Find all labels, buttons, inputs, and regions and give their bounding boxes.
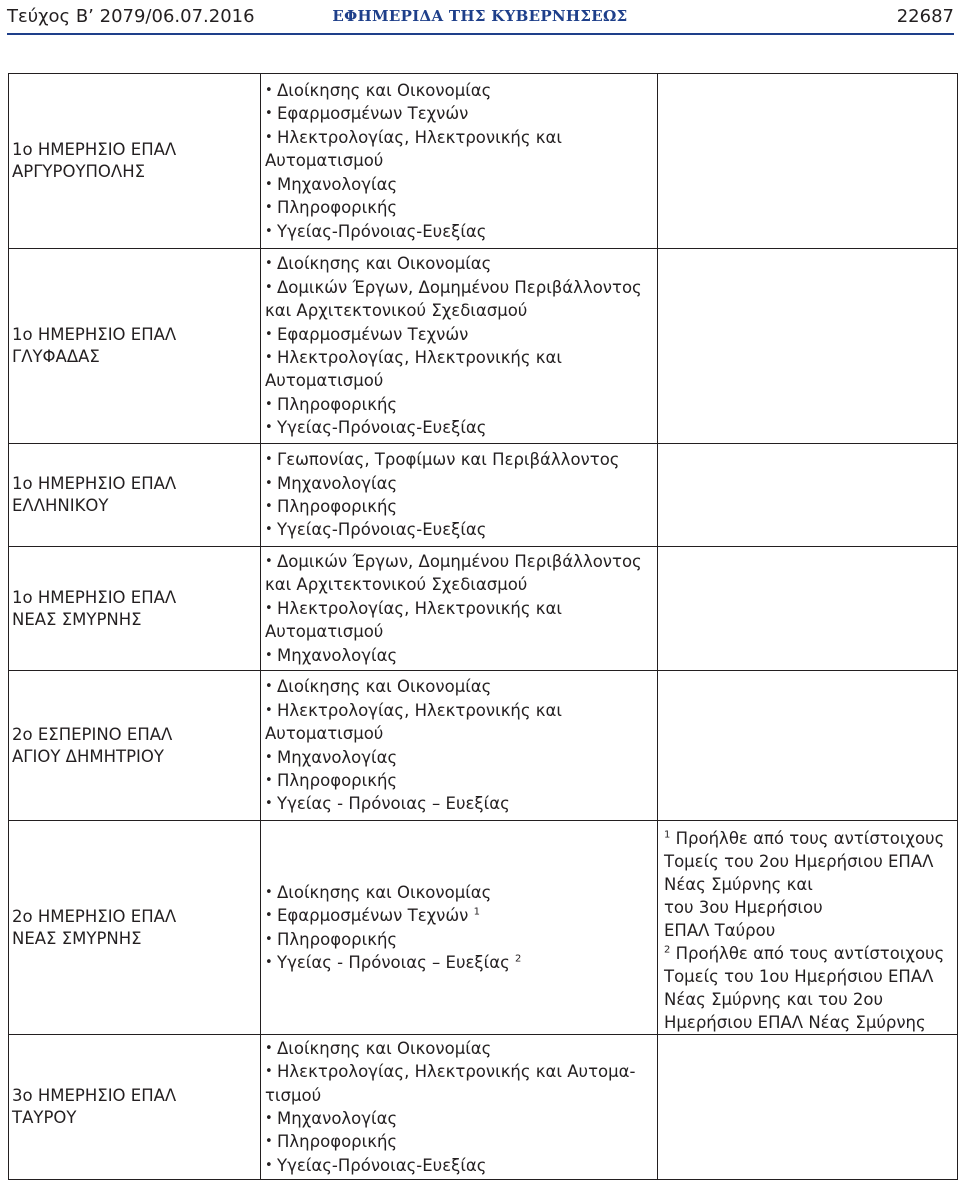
sector-item <box>265 448 657 471</box>
footnote-text: Νέας Σμύρνης και του 2ου <box>664 990 884 1009</box>
sectors-cell <box>261 74 658 249</box>
sector-label: Αυτοματισμού <box>265 151 384 171</box>
sector-label: Εφαρμοσμένων Τεχνών <box>277 324 469 344</box>
sector-item <box>265 644 657 667</box>
footnote-number: 1 <box>664 829 671 841</box>
footnote-text: ΕΠΑΛ Ταύρου <box>664 921 776 940</box>
notes-cell <box>658 249 958 444</box>
sector-label: Μηχανολογίας <box>277 747 398 767</box>
notes-cell <box>658 444 958 547</box>
sector-label: Πληροφορικής <box>277 770 398 790</box>
school-cell <box>9 671 261 821</box>
footnote-line <box>664 965 953 988</box>
school-cell <box>9 444 261 547</box>
sector-label: Πληροφορικής <box>277 929 398 949</box>
school-name-line: ΑΓΙΟΥ ΔΗΜΗΤΡΙΟΥ <box>12 746 164 766</box>
table-row <box>9 1035 958 1180</box>
school-cell <box>9 821 261 1035</box>
sectors-cell <box>261 547 658 671</box>
sector-label: Πληροφορικής <box>277 198 398 218</box>
sector-item <box>265 769 657 792</box>
sector-item <box>265 126 657 149</box>
sector-label: Αυτοματισμού <box>265 622 384 642</box>
school-cell <box>9 249 261 444</box>
sector-item <box>265 597 657 620</box>
notes-cell <box>658 671 958 821</box>
sector-label: Διοίκησης και Οικονομίας <box>277 254 492 274</box>
sector-label: Πληροφορικής <box>277 1132 398 1152</box>
sector-label: Διοίκησης και Οικονομίας <box>277 1038 492 1058</box>
schools-table <box>8 73 958 1180</box>
notes-cell <box>658 74 958 249</box>
sector-label: Μηχανολογίας <box>277 645 398 665</box>
school-name-line: ΤΑΥΡΟΥ <box>12 1108 77 1127</box>
sectors-cell <box>261 671 658 821</box>
notes-cell <box>658 547 958 671</box>
sector-item <box>265 746 657 769</box>
footnote-line <box>664 850 953 873</box>
table-row <box>9 671 958 821</box>
sector-label: Υγείας-Πρόνοιας-Ευεξίας <box>277 418 487 438</box>
sector-item-continuation <box>265 299 657 322</box>
footnote-text: Προήλθε από τους αντίστοιχους <box>675 829 945 848</box>
page-number: 22687 <box>896 6 954 27</box>
sector-item <box>265 472 657 495</box>
sector-label: Δομικών Έργων, Δομημένου Περιβάλλοντος <box>277 551 642 571</box>
sector-label: Δομικών Έργων, Δομημένου Περιβάλλοντος <box>277 277 642 297</box>
sector-label: Μηχανολογίας <box>277 473 398 493</box>
school-name-line: ΝΕΑΣ ΣΜΥΡΝΗΣ <box>12 609 142 629</box>
sector-item <box>265 276 657 299</box>
sector-item <box>265 1060 657 1083</box>
sector-item <box>265 951 657 974</box>
notes-cell <box>658 821 958 1035</box>
sector-item-continuation <box>265 369 657 392</box>
sectors-cell <box>261 821 658 1035</box>
notes-cell <box>658 1035 958 1180</box>
table-row <box>9 444 958 547</box>
school-cell <box>9 1035 261 1180</box>
gazette-title: ΕΦΗΜΕΡΙΔΑ ΤΗΣ ΚΥΒΕΡΝΗΣΕΩΣ <box>332 7 628 25</box>
school-name-line: 1ο ΗΜΕΡΗΣΙΟ ΕΠΑΛ <box>12 587 177 607</box>
school-name-line: ΓΛΥΦΑΔΑΣ <box>12 347 100 366</box>
sector-label: Εφαρμοσμένων Τεχνών <box>277 104 469 124</box>
school-name-line: 2ο ΕΣΠΕΡΙΝΟ ΕΠΑΛ <box>12 724 173 744</box>
table-row <box>9 74 958 249</box>
footnote-text: Προήλθε από τους αντίστοιχους <box>675 944 945 963</box>
sector-item-continuation <box>265 1084 657 1107</box>
sector-label: Υγείας - Πρόνοιας – Ευεξίας <box>277 794 510 814</box>
sector-label: Αυτοματισμού <box>265 371 384 391</box>
sector-item-continuation <box>265 573 657 596</box>
sector-item <box>265 252 657 275</box>
footnote-ref: 2 <box>515 953 522 965</box>
school-cell <box>9 547 261 671</box>
school-name-line: 3ο ΗΜΕΡΗΣΙΟ ΕΠΑΛ <box>12 1086 177 1105</box>
sector-item <box>265 416 657 439</box>
sector-item-continuation <box>265 149 657 172</box>
sector-label: Μηχανολογίας <box>277 174 398 194</box>
sector-label: Διοίκησης και Οικονομίας <box>277 81 492 101</box>
sector-item <box>265 1037 657 1060</box>
sector-item-continuation <box>265 620 657 643</box>
footnote-text: Ημερήσιου ΕΠΑΛ Νέας Σμύρνης <box>664 1013 926 1032</box>
sector-item-continuation <box>265 722 657 745</box>
sector-label: και Αρχιτεκτονικού Σχεδιασμού <box>265 301 528 321</box>
sector-item <box>265 102 657 125</box>
footnote-line <box>664 1011 953 1034</box>
sectors-cell <box>261 249 658 444</box>
table-row <box>9 249 958 444</box>
school-name-line: ΕΛΛΗΝΙΚΟΥ <box>12 496 109 515</box>
sector-label: Γεωπονίας, Τροφίμων και Περιβάλλοντος <box>277 450 620 470</box>
footnote-text: Τομείς του 1ου Ημερήσιου ΕΠΑΛ <box>664 967 934 986</box>
footnote-line <box>664 873 953 896</box>
sector-label: Διοίκησης και Οικονομίας <box>277 882 492 902</box>
sector-item <box>265 675 657 698</box>
sector-label: Ηλεκτρολογίας, Ηλεκτρονικής και <box>277 700 562 720</box>
sector-label: Μηχανολογίας <box>277 1109 398 1128</box>
footnote-text: του 3ου Ημερήσιου <box>664 898 823 917</box>
school-name-line: 2ο ΗΜΕΡΗΣΙΟ ΕΠΑΛ <box>12 906 177 926</box>
sectors-cell <box>261 444 658 547</box>
sector-label: Διοίκησης και Οικονομίας <box>277 677 492 697</box>
sector-item <box>265 173 657 196</box>
footnote-line <box>664 942 953 965</box>
sector-label: Πληροφορικής <box>277 394 398 414</box>
sector-label: Ηλεκτρολογίας, Ηλεκτρονικής και <box>277 127 562 147</box>
footnote-ref: 1 <box>473 906 481 918</box>
sector-item <box>265 518 657 541</box>
sector-label: Ηλεκτρολογίας, Ηλεκτρονικής και <box>277 348 562 367</box>
sector-label: Υγείας-Πρόνοιας-Ευεξίας <box>277 520 487 540</box>
footnote-line <box>664 919 953 942</box>
footnote-text: Νέας Σμύρνης και <box>664 875 813 894</box>
sector-label: Πληροφορικής <box>277 497 398 516</box>
sector-item <box>265 699 657 722</box>
sector-label: Υγείας-Πρόνοιας-Ευεξίας <box>277 221 487 241</box>
sector-item <box>265 1154 657 1177</box>
sector-label: Ηλεκτρολογίας, Ηλεκτρονικής και <box>277 598 562 618</box>
school-name-line: 1ο ΗΜΕΡΗΣΙΟ ΕΠΑΛ <box>12 325 177 344</box>
sector-label: Ηλεκτρολογίας, Ηλεκτρονικής και Αυτομα- <box>277 1062 636 1082</box>
sectors-cell <box>261 1035 658 1180</box>
sector-item <box>265 79 657 102</box>
sector-item <box>265 495 657 518</box>
sector-item <box>265 881 657 904</box>
sector-label: Αυτοματισμού <box>265 724 384 744</box>
sector-item <box>265 1107 657 1130</box>
footnote-line <box>664 896 953 919</box>
sector-label: Εφαρμοσμένων Τεχνών <box>277 906 469 926</box>
sector-item <box>265 904 657 927</box>
footnote-line <box>664 988 953 1011</box>
sector-label: και Αρχιτεκτονικού Σχεδιασμού <box>265 575 528 595</box>
sector-label: Υγείας - Πρόνοιας – Ευεξίας <box>277 952 510 972</box>
issue-number: Τεύχος Β’ 2079/06.07.2016 <box>7 6 255 27</box>
footnote-line <box>664 827 953 850</box>
sector-item <box>265 792 657 815</box>
school-name-line: 1ο ΗΜΕΡΗΣΙΟ ΕΠΑΛ <box>12 140 177 159</box>
school-cell <box>9 74 261 249</box>
sector-item <box>265 220 657 243</box>
table-row <box>9 547 958 671</box>
sector-item <box>265 550 657 573</box>
table-row <box>9 821 958 1035</box>
sector-item <box>265 346 657 369</box>
sector-item <box>265 1130 657 1153</box>
sector-item <box>265 323 657 346</box>
page-header <box>0 0 960 34</box>
sector-label: Υγείας-Πρόνοιας-Ευεξίας <box>277 1155 487 1175</box>
sector-item <box>265 928 657 951</box>
sector-label: τισμού <box>265 1085 322 1105</box>
school-name-line: 1ο ΗΜΕΡΗΣΙΟ ΕΠΑΛ <box>12 474 177 493</box>
footnote-number: 2 <box>664 944 671 956</box>
sector-item <box>265 393 657 416</box>
school-name-line: ΝΕΑΣ ΣΜΥΡΝΗΣ <box>12 928 142 948</box>
sector-item <box>265 196 657 219</box>
header-rule <box>7 33 954 35</box>
school-name-line: ΑΡΓΥΡΟΥΠΟΛΗΣ <box>12 162 146 181</box>
footnote-text: Τομείς του 2ου Ημερήσιου ΕΠΑΛ <box>664 852 934 871</box>
